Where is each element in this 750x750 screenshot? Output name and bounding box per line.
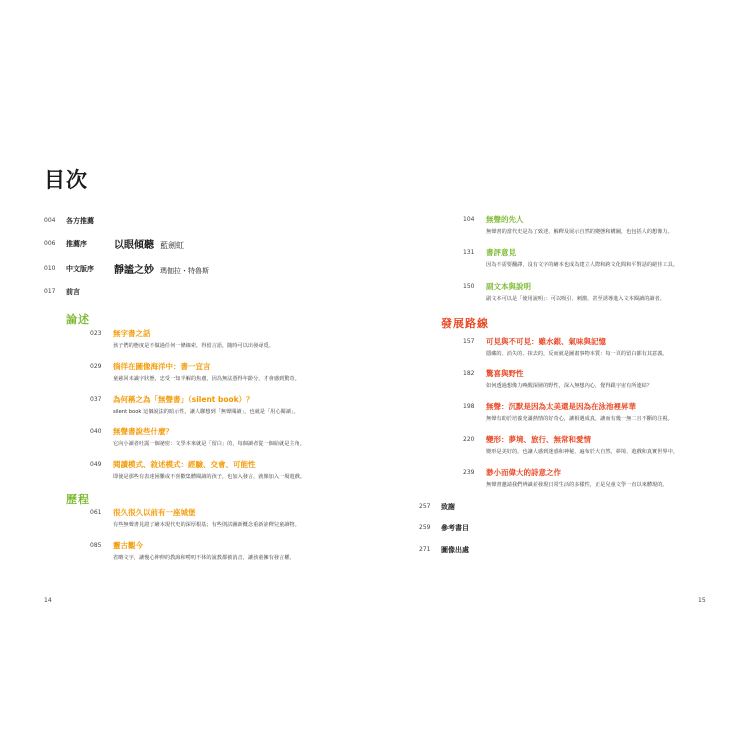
chapter-title: 靈古觀今	[113, 541, 143, 550]
chapter-title: 變形：夢境、旅行、無常和愛情	[486, 435, 591, 444]
chapter-page-num: 023	[90, 330, 102, 337]
chapter-page-num: 104	[463, 216, 475, 223]
chapter-entry	[486, 467, 668, 488]
chapter-entry	[113, 394, 299, 415]
chapter-desc: 童慈回未識字狀態，忠受一知半解的焦慮，因為無法憑得年齡分，才會感到驚奇。	[113, 376, 300, 382]
chapter-title: 閱讀模式、敘述模式：經驗、交會、可能性	[113, 460, 256, 469]
front-page-num: 006	[44, 240, 56, 247]
front-entry-author: 瑪伽拉・特魯斯	[160, 267, 209, 275]
chapter-page-num: 198	[463, 403, 475, 410]
chapter-entry	[486, 434, 678, 455]
chapter-page-num: 061	[90, 509, 102, 516]
chapter-entry	[486, 368, 652, 389]
chapter-desc: 省略文字，讓慢心伸伸的教誨和嘮叨不休的說教都被消音，讓孩童擁有發言權。	[113, 555, 295, 561]
chapter-page-num: 131	[463, 249, 475, 256]
section-title-fazhan: 發展路線	[441, 317, 489, 330]
chapter-page-num: 037	[90, 396, 102, 403]
chapter-title: 很久很久以前有一座城堡	[113, 508, 196, 517]
chapter-desc: 副文本可以是「使用說明」：可以吸引、刺激，甚至誘導進入文本閱讀的讀者。	[486, 296, 665, 302]
front-entry-title: 各方推薦	[66, 217, 94, 225]
chapter-page-num: 085	[90, 542, 102, 549]
back-page-num: 257	[419, 503, 431, 510]
chapter-page-num: 182	[463, 370, 475, 377]
front-entry-heading	[114, 261, 209, 276]
chapter-entry	[113, 361, 300, 382]
front-entry-heading-text: 以眼傾聽	[114, 240, 154, 251]
chapter-desc: 變形是美好的，也讓人感到迷惑和神秘，遍布於大自然、夢境、遊戲和真實世界中。	[486, 449, 678, 455]
front-entry-title: 中文版序	[66, 265, 94, 273]
chapter-page-num: 150	[463, 283, 475, 290]
back-page-num: 259	[419, 524, 431, 531]
section-title-lishi: 歷程	[66, 493, 90, 506]
front-entry-title: 前言	[66, 288, 80, 296]
chapter-title: 驚喜與野性	[486, 369, 524, 378]
chapter-title: 無聲的先人	[486, 215, 524, 224]
chapter-entry	[113, 540, 295, 561]
chapter-title: 無聲書說些什麼？	[113, 427, 173, 436]
chapter-page-num: 049	[90, 461, 102, 468]
front-entry-author: 藍劍虹	[160, 241, 184, 250]
chapter-desc: 隱藏的、消失的、抹去的，反而就是圖畫事物本質：每一頁的留白都有其意義。	[486, 351, 668, 357]
chapter-page-num: 029	[90, 363, 102, 370]
back-entry-title: 參考書目	[441, 524, 469, 532]
chapter-title: 渺小而偉大的詩意之作	[486, 468, 561, 477]
chapter-title: 為何稱之為「無聲書」（silent book）？	[113, 395, 254, 404]
page-folio-left: 14	[44, 597, 52, 604]
chapter-entry	[113, 328, 274, 349]
chapter-entry	[486, 401, 673, 422]
chapter-entry	[486, 247, 678, 268]
chapter-entry	[486, 214, 673, 235]
chapter-page-num: 239	[463, 469, 475, 476]
chapter-desc: 無聲書的當代史是為了致述、解釋及展示自然的變態和構圖，也包括人的想像力。	[486, 229, 673, 235]
front-page-num: 017	[44, 288, 56, 295]
chapter-desc: 有些無聲書見證了繪本現代史的深厚根基；有些則試圖新概念重新詮釋兒童讀物。	[113, 522, 300, 528]
chapter-title: 無聲：沉默是因為太美還是因為在泳池裡昇華	[486, 402, 636, 411]
chapter-page-num: 040	[90, 428, 102, 435]
chapter-desc: 因為不需要翻譯，沒有文字的繪本也成為建立人際和跨文化間和平對話的絕佳工具。	[486, 262, 678, 268]
front-page-num: 004	[44, 217, 56, 224]
chapter-desc: 即使是那些有表達困難或不喜歡集體閱讀的孩子，也加入發言，就像加入一場遊戲。	[113, 474, 305, 480]
section-title-lunshu: 論述	[66, 313, 90, 326]
page-folio-right: 15	[698, 597, 706, 604]
chapter-title: 可見與不可見：雖水銀、氣味與記憶	[486, 337, 606, 346]
front-page-num: 010	[44, 265, 56, 272]
chapter-desc: 無聲有助於培養充滿熱情的好奇心，讓相遇成真，讓而有幾一無二且不斷的注視。	[486, 416, 673, 422]
front-entry-title: 推薦序	[66, 240, 87, 248]
chapter-title: 書評意見	[486, 248, 516, 257]
front-entry-heading	[114, 236, 184, 251]
chapter-page-num: 220	[463, 436, 475, 443]
chapter-entry	[486, 281, 665, 302]
chapter-entry	[113, 459, 305, 480]
chapter-desc: 它向小讀者吐露一個祕密：文學本來就是「留白」的，每個讀者從一個給就是主角。	[113, 441, 305, 447]
chapter-entry	[113, 426, 305, 447]
chapter-page-num: 157	[463, 338, 475, 345]
back-page-num: 271	[419, 546, 431, 553]
chapter-desc: 無聲書邀請我們辨識並發現日常生活的多樣性，正是兒童文學一直以來體現的。	[486, 482, 668, 488]
page-title: 目次	[44, 168, 88, 192]
chapter-title: 副文本與說明	[486, 282, 531, 291]
chapter-title: 無字書之話	[113, 329, 151, 338]
chapter-desc: 如何透過想像力喚醒深層的野性，深入無想內心，覺得跟宇宙有所連結？	[486, 383, 653, 389]
chapter-desc: silent book 這個說法的暗示性，讓人聯想到「無聲閱讀」，也就是「用心閱讀」。	[113, 409, 299, 415]
chapter-entry	[113, 507, 300, 528]
chapter-title: 徜徉在圖像海洋中：書一宜言	[113, 362, 211, 371]
back-entry-title: 圖像出處	[441, 546, 469, 554]
chapter-desc: 孩子們的態度是不做過任何一條線索，得留言語，隨時可以出發尋覓。	[113, 343, 274, 349]
chapter-entry	[486, 336, 668, 357]
back-entry-title: 致謝	[441, 503, 455, 511]
front-entry-heading-text: 靜謐之妙	[114, 265, 154, 276]
